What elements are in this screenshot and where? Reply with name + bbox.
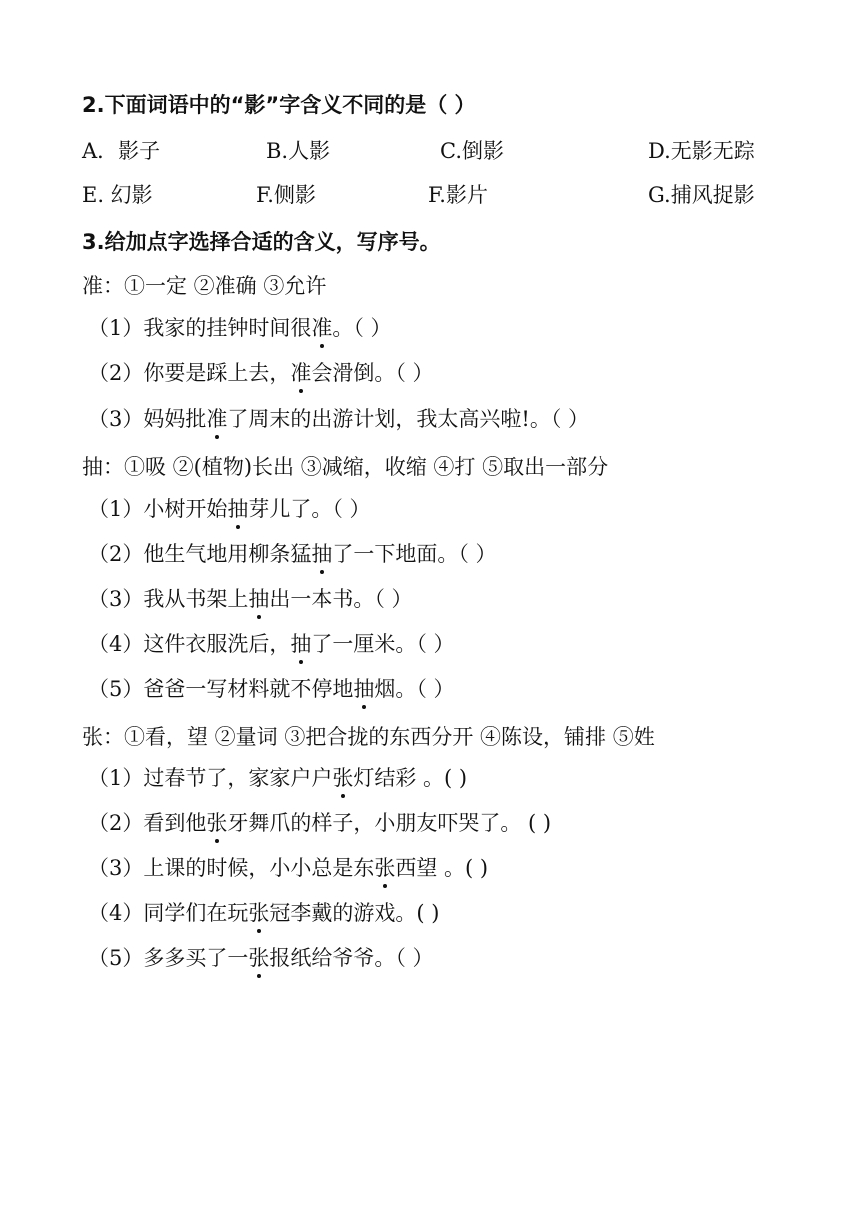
dotted-character: 张	[374, 856, 396, 880]
item-text-before: （3）上课的时候，小小总是东	[88, 856, 375, 880]
item-text-after: 了周末的出游计划，我太高兴啦!。（ ）	[227, 407, 589, 431]
dotted-character: 张	[332, 766, 354, 790]
q2-option-d: D.无影无踪	[648, 139, 755, 163]
zhang-item-5	[88, 944, 434, 972]
dotted-character: 抽	[290, 632, 312, 656]
zhang-item-4	[88, 899, 439, 927]
group-zhang-head: 张：①看，望 ②量词 ③把合拢的东西分开 ④陈设，铺排 ⑤姓	[82, 725, 655, 749]
item-text-after: 了一厘米。（ ）	[311, 632, 455, 656]
chou-item-3	[88, 585, 413, 613]
q2-option-e: E. 幻影	[82, 183, 153, 207]
dotted-character: 张	[206, 811, 228, 835]
zhun-item-2	[88, 359, 434, 387]
chou-item-1	[88, 495, 371, 523]
zhang-item-2	[88, 809, 551, 837]
item-text-before: （2）他生气地用柳条猛	[88, 542, 312, 566]
item-text-before: （4）同学们在玩	[88, 901, 249, 925]
item-text-after: 会滑倒。（ ）	[311, 361, 434, 385]
zhang-item-1	[88, 764, 467, 792]
item-text-before: （1）小树开始	[88, 497, 228, 521]
item-text-after: 烟。（ ）	[374, 677, 455, 701]
question-3-title: 3.给加点字选择合适的含义，写序号。	[82, 230, 441, 254]
q2-option-f2: F.影片	[428, 183, 488, 207]
item-text-before: （5）多多买了一	[88, 946, 249, 970]
item-text-after: 出一本书。（ ）	[269, 587, 413, 611]
dotted-character: 抽	[227, 497, 249, 521]
item-text-after: 牙舞爪的样子，小朋友吓哭了。 ( )	[227, 811, 552, 835]
item-text-before: （3）妈妈批	[88, 407, 207, 431]
q2-option-c: C.倒影	[440, 139, 504, 163]
chou-item-4	[88, 630, 455, 658]
item-text-after: 报纸给爷爷。（ ）	[269, 946, 434, 970]
group-chou-head: 抽：①吸 ②(植物)长出 ③减缩，收缩 ④打 ⑤取出一部分	[82, 455, 609, 479]
chou-item-2	[88, 540, 497, 568]
item-text-before: （4）这件衣服洗后，	[88, 632, 291, 656]
chou-item-5	[88, 675, 455, 703]
item-text-after: 冠李戴的游戏。( )	[269, 901, 440, 925]
q2-option-g: G.捕风捉影	[648, 183, 755, 207]
dotted-character: 准	[206, 407, 228, 431]
item-text-after: 。（ ）	[332, 316, 392, 340]
item-text-before: （3）我从书架上	[88, 587, 249, 611]
q2-option-f1: F.侧影	[256, 183, 316, 207]
item-text-after: 西望 。( )	[395, 856, 489, 880]
dotted-character: 抽	[248, 587, 270, 611]
item-text-before: （1）我家的挂钟时间很	[88, 316, 312, 340]
item-text-before: （1）过春节了，家家户户	[88, 766, 333, 790]
zhang-item-3	[88, 854, 488, 882]
dotted-character: 抽	[311, 542, 333, 566]
zhun-item-3	[88, 405, 589, 433]
item-text-after: 了一下地面。（ ）	[332, 542, 497, 566]
question-2-title: 2.下面词语中的“影”字含义不同的是（ ）	[82, 93, 476, 117]
q2-option-b: B.人影	[266, 139, 331, 163]
item-text-before: （2）看到他	[88, 811, 207, 835]
dotted-character: 张	[248, 901, 270, 925]
dotted-character: 准	[311, 316, 333, 340]
item-text-before: （2）你要是踩上去，	[88, 361, 291, 385]
item-text-after: 灯结彩 。( )	[353, 766, 468, 790]
item-text-after: 芽儿了。（ ）	[248, 497, 371, 521]
dotted-character: 抽	[353, 677, 375, 701]
q2-option-a: A．影子	[82, 139, 161, 163]
dotted-character: 张	[248, 946, 270, 970]
zhun-item-1	[88, 314, 392, 342]
group-zhun-head: 准：①一定 ②准确 ③允许	[82, 274, 327, 298]
item-text-before: （5）爸爸一写材料就不停地	[88, 677, 354, 701]
dotted-character: 准	[290, 361, 312, 385]
